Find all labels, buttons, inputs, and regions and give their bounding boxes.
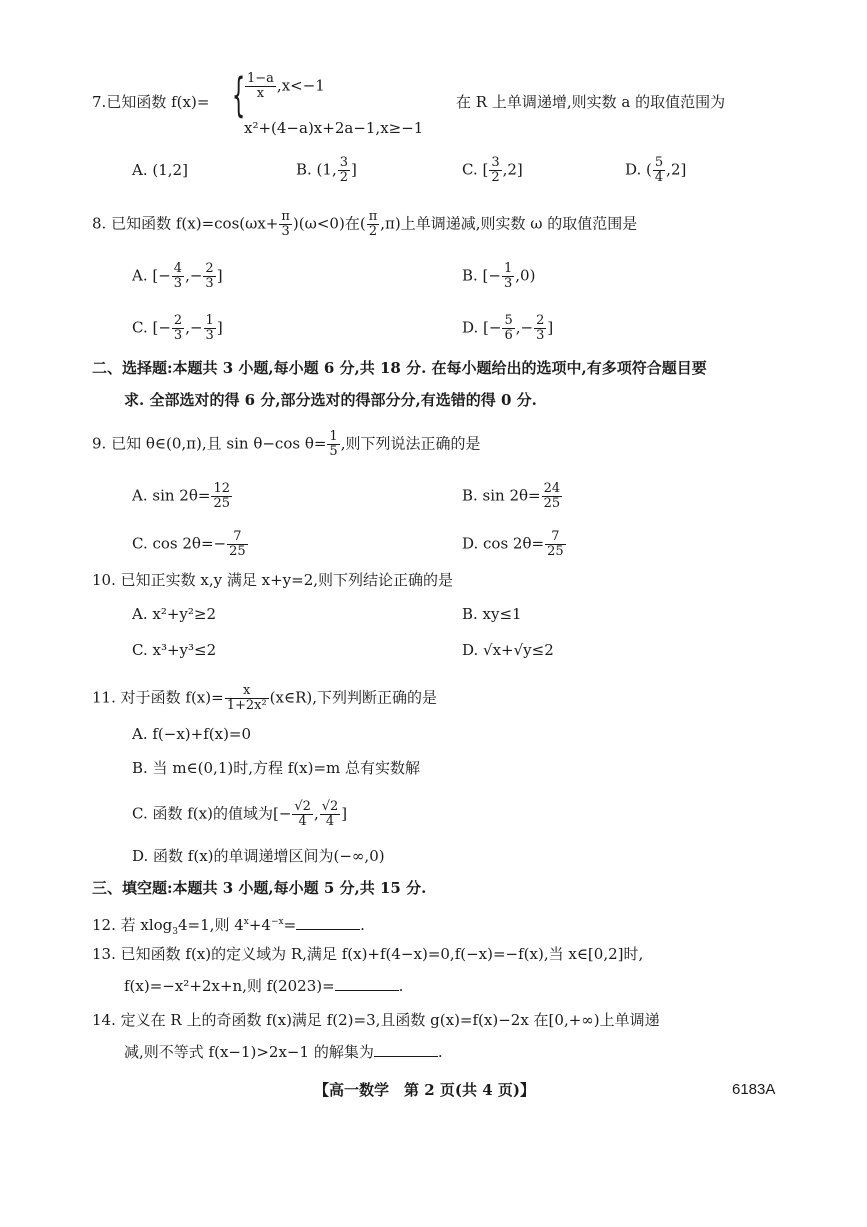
section-2-instructions: 求. 全部选对的得 6 分,部分选对的得部分分,有选错的得 0 分.: [124, 391, 537, 409]
q10-option-c: C. x³+y³≤2: [132, 641, 217, 659]
q7-case2: x²+(4−a)x+2a−1,x≥−1: [244, 119, 424, 137]
q7-option-a: A. (1,2]: [132, 161, 188, 179]
q11-option-a: A. f(−x)+f(x)=0: [132, 725, 252, 743]
q7-option-c: C. [ $\frac{3}{2}$ ,2]: [462, 155, 523, 185]
q10-option-a: A. x²+y²≥2: [132, 605, 217, 623]
q8-option-d: D. [− $\frac{5}{6}$ ,− $\frac{2}{3}$ ]: [462, 313, 554, 343]
q11-option-d: D. 函数 f(x)的单调递增区间为(−∞,0): [132, 847, 385, 865]
q14-stem-line2: 减,则不等式 f(x−1)>2x−1 的解集为 .: [124, 1043, 443, 1061]
q13-stem-line1: 13. 已知函数 f(x)的定义域为 R,满足 f(x)+f(4−x)=0,f(−x)=−f(x),当 x∈[0,2]时,: [92, 945, 644, 963]
q11-option-b: B. 当 m∈(0,1)时,方程 f(x)=m 总有实数解: [132, 759, 421, 777]
page-footer-label: 【高一数学 第 2 页(共 4 页)】: [314, 1081, 535, 1099]
q13-stem-line2: f(x)=−x²+2x+n,则 f(2023)= .: [124, 977, 404, 995]
q13-answer-blank[interactable]: [335, 976, 399, 991]
section-3-heading: 三、填空题:本题共 3 小题,每小题 5 分,共 15 分.: [92, 879, 427, 897]
q14-answer-blank[interactable]: [374, 1042, 438, 1057]
paper-code: 6183A: [732, 1081, 776, 1098]
q9-option-d: D. cos 2θ= $\frac{7}{25}$: [462, 529, 564, 559]
section-2-heading: 二、选择题:本题共 3 小题,每小题 6 分,共 18 分. 在每小题给出的选项中,有多项符合题目要: [92, 359, 707, 377]
q9-stem: 9. 已知 θ∈(0,π),且 sin θ−cos θ= $\frac{1}{5}$ ,则下列说法正确的是: [92, 429, 481, 459]
q7-stem-tail: 在 R 上单调递增,则实数 a 的取值范围为: [456, 93, 726, 111]
q8-option-b: B. [− $\frac{1}{3}$ ,0): [462, 261, 536, 291]
q14-stem-line1: 14. 定义在 R 上的奇函数 f(x)满足 f(2)=3,且函数 g(x)=f(x)−2x 在[0,+∞)上单调递: [92, 1011, 660, 1029]
q12-answer-blank[interactable]: [296, 915, 360, 930]
q8-option-c: C. [− $\frac{2}{3}$ ,− $\frac{1}{3}$ ]: [132, 313, 223, 343]
q10-option-b: B. xy≤1: [462, 605, 522, 623]
q7-stem-lead: 7.已知函数 f(x)=: [92, 93, 210, 111]
q7-brace: {: [232, 68, 246, 122]
q9-option-c: C. cos 2θ=− $\frac{7}{25}$: [132, 529, 246, 559]
q7-option-b: B. (1, $\frac{3}{2}$ ]: [296, 155, 357, 185]
q8-stem: 8. 已知函数 f(x)=cos(ωx+ $\frac{\pi}{3}$ )(ω<0)在( $\frac{\pi}{2}$ ,π)上单调递减,则实数 ω 的取值范围是: [92, 209, 638, 239]
q8-option-a: A. [− $\frac{4}{3}$ ,− $\frac{2}{3}$ ]: [132, 261, 223, 291]
q7-case1: $\frac{1-a}{x}$ ,x<−1: [247, 71, 325, 101]
q12-stem: 12. 若 xlog$_3$4=1,则 $4^x+4^{-x}=$ .: [92, 916, 365, 937]
q10-option-d: D. √x+√y≤2: [462, 641, 554, 659]
q9-option-b: B. sin 2θ= $\frac{24}{25}$: [462, 481, 561, 511]
q11-stem: 11. 对于函数 f(x)= $\frac{x}{\text{1+2x²}}$ (x∈R),下列判断正确的是: [92, 683, 438, 713]
q7-option-d: D. ( $\frac{5}{4}$ ,2]: [625, 155, 687, 185]
q9-option-a: A. sin 2θ= $\frac{12}{25}$: [132, 481, 230, 511]
q11-option-c: C. 函数 f(x)的值域为[− $\frac{√2}{4}$ , $\frac{√2}{4}$ ]: [132, 799, 348, 829]
q10-stem: 10. 已知正实数 x,y 满足 x+y=2,则下列结论正确的是: [92, 571, 454, 589]
